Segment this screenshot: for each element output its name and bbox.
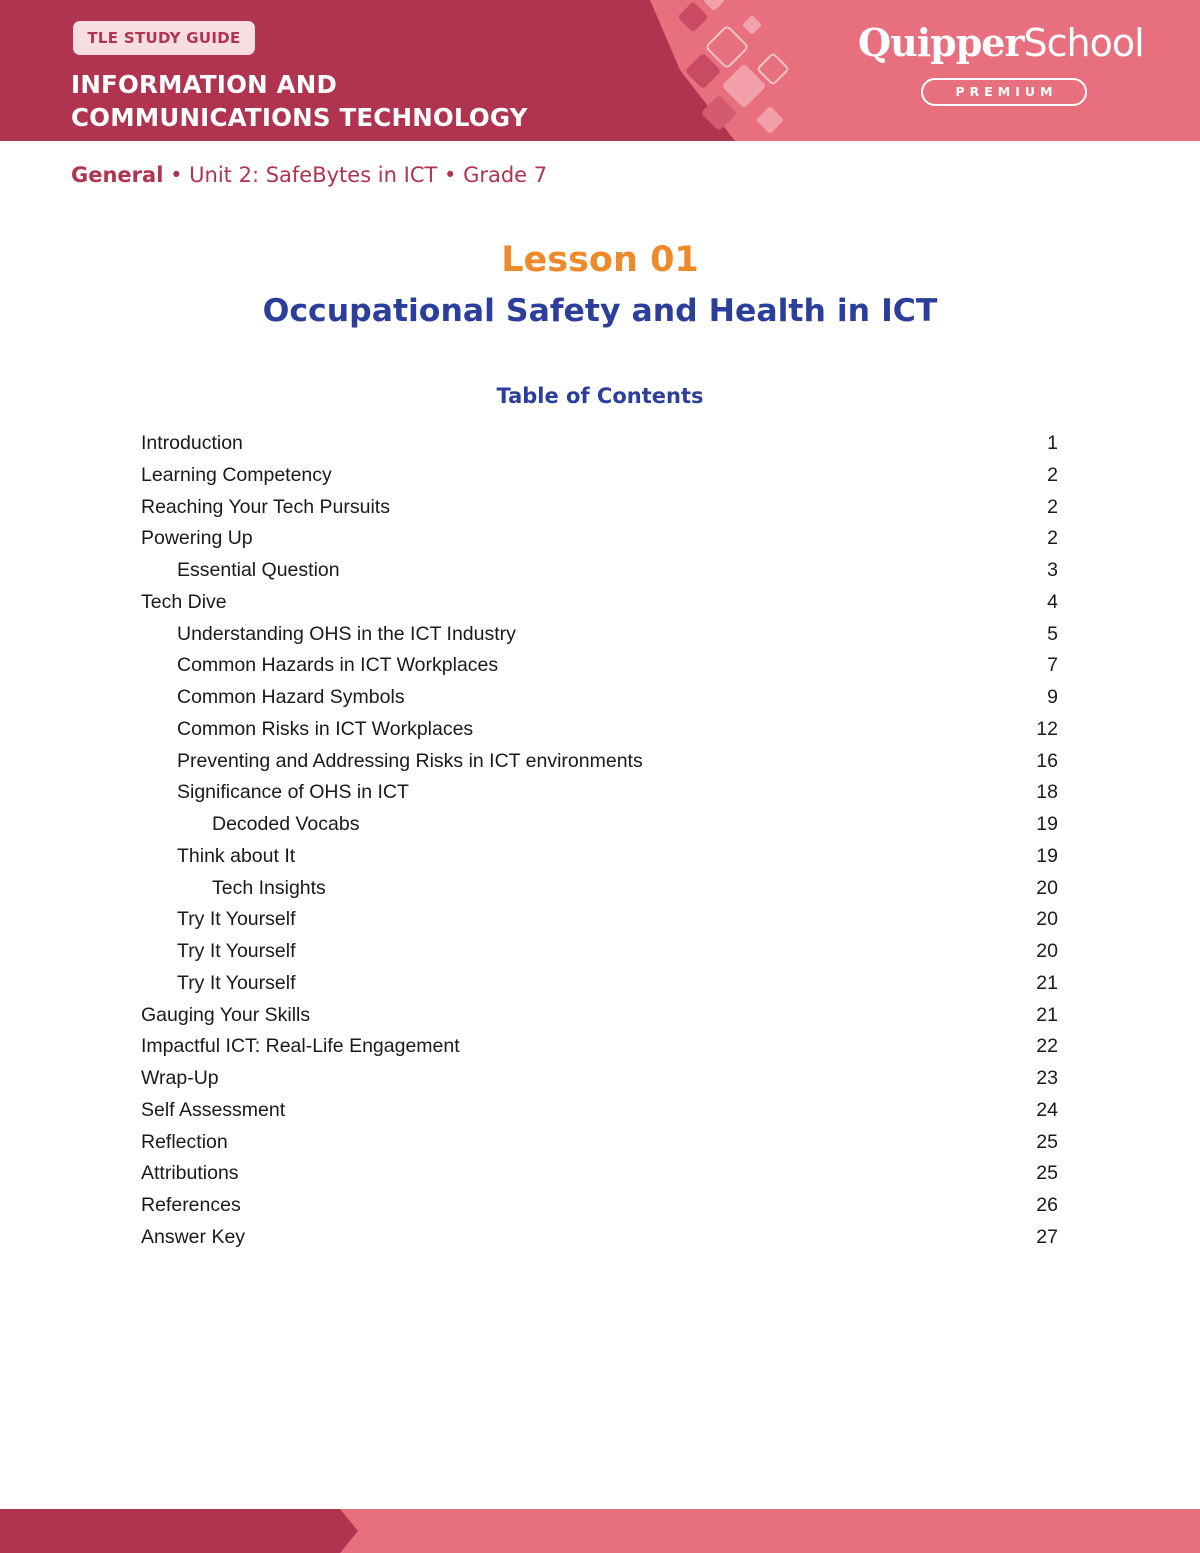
toc-entry[interactable] <box>141 999 1058 1031</box>
toc-entry[interactable] <box>141 554 1058 586</box>
toc-entry-title[interactable]: Powering Up <box>141 527 253 550</box>
toc-entry-title[interactable]: References <box>141 1194 241 1216</box>
lesson-number: Lesson 01 <box>501 240 699 280</box>
toc-entry-title[interactable]: Wrap-Up <box>141 1067 219 1089</box>
toc-entry-page[interactable]: 4 <box>1047 590 1058 613</box>
toc-entry-page[interactable]: 20 <box>1036 876 1058 899</box>
toc-entry-title[interactable]: Common Hazard Symbols <box>177 686 405 708</box>
toc-entry[interactable] <box>141 522 1058 554</box>
toc-entry-title[interactable]: Attributions <box>141 1162 239 1185</box>
header-banner <box>0 0 1200 141</box>
toc-entry[interactable] <box>141 872 1058 904</box>
breadcrumb <box>71 160 547 190</box>
toc-entry-page[interactable]: 3 <box>1047 559 1058 581</box>
toc-entry[interactable] <box>141 840 1058 872</box>
toc-entry-page[interactable]: 19 <box>1036 844 1058 867</box>
toc-entry[interactable] <box>141 967 1058 999</box>
toc-entry-page[interactable]: 25 <box>1036 1130 1058 1153</box>
toc-entry-title[interactable]: Gauging Your Skills <box>141 1003 311 1026</box>
toc-entry-title[interactable]: Tech Insights <box>212 876 326 899</box>
toc-entry-title[interactable]: Try It Yourself <box>177 940 296 962</box>
breadcrumb-unit: Unit 2: SafeBytes in ICT <box>189 163 438 187</box>
toc-entry-title[interactable]: Try It Yourself <box>177 971 296 994</box>
toc-entry-title[interactable]: Self Assessment <box>141 1098 286 1121</box>
breadcrumb-grade: Grade 7 <box>463 163 548 187</box>
toc-entry-page[interactable]: 24 <box>1036 1098 1058 1121</box>
toc-entry-title[interactable]: Reflection <box>141 1130 228 1153</box>
toc-entry-page[interactable]: 7 <box>1047 654 1058 677</box>
breadcrumb-separator: • <box>437 163 464 187</box>
toc-entry-title[interactable]: Decoded Vocabs <box>212 813 360 835</box>
toc-entry-title[interactable]: Essential Question <box>177 559 340 581</box>
toc-entry-page[interactable]: 12 <box>1036 717 1058 740</box>
toc-entry-page[interactable]: 23 <box>1036 1067 1058 1089</box>
toc-entry-title[interactable]: Reaching Your Tech Pursuits <box>141 495 390 518</box>
toc-entry[interactable] <box>141 681 1058 713</box>
toc-entry[interactable] <box>141 649 1058 681</box>
breadcrumb-level: General <box>71 163 164 187</box>
subject-title <box>71 68 528 134</box>
footer-banner <box>0 1509 1200 1553</box>
toc-entry-title[interactable]: Introduction <box>141 432 243 454</box>
brand-part2: School <box>1023 21 1144 65</box>
toc-entry-page[interactable]: 25 <box>1036 1162 1058 1185</box>
toc-entry[interactable] <box>141 491 1058 523</box>
toc-entry[interactable] <box>141 776 1058 808</box>
toc-entry-page[interactable]: 21 <box>1036 971 1058 994</box>
toc-entry-title[interactable]: Try It Yourself <box>177 908 296 931</box>
toc-entry-page[interactable]: 9 <box>1047 686 1058 708</box>
toc-entry[interactable] <box>141 903 1058 935</box>
toc-entry[interactable] <box>141 1094 1058 1126</box>
toc-entry[interactable] <box>141 427 1058 459</box>
toc-entry-page[interactable]: 2 <box>1047 527 1058 550</box>
toc-entry[interactable] <box>141 459 1058 491</box>
brand-logo <box>858 18 1158 68</box>
toc-entry[interactable] <box>141 1030 1058 1062</box>
toc-entry[interactable] <box>141 935 1058 967</box>
breadcrumb-separator: • <box>163 163 190 187</box>
toc-entry-title[interactable]: Answer Key <box>141 1225 246 1248</box>
toc-entry-title[interactable]: Common Risks in ICT Workplaces <box>177 717 474 740</box>
toc-entry-page[interactable]: 5 <box>1047 622 1058 645</box>
toc-entry-title[interactable]: Significance of OHS in ICT <box>177 781 409 804</box>
toc-entry-page[interactable]: 16 <box>1036 749 1058 772</box>
toc-entry[interactable] <box>141 1126 1058 1158</box>
toc-entry-page[interactable]: 26 <box>1036 1194 1058 1216</box>
toc-entry-page[interactable]: 20 <box>1036 940 1058 962</box>
toc-entry-page[interactable]: 2 <box>1047 463 1058 486</box>
toc-entry-page[interactable]: 18 <box>1036 781 1058 804</box>
toc-entry-page[interactable]: 19 <box>1036 813 1058 835</box>
toc-entry-title[interactable]: Think about It <box>177 844 296 867</box>
toc-entry-page[interactable]: 2 <box>1047 495 1058 518</box>
lesson-title: Occupational Safety and Health in ICT <box>262 293 938 329</box>
toc-entry[interactable] <box>141 713 1058 745</box>
toc-entry[interactable] <box>141 1157 1058 1189</box>
toc-entry[interactable] <box>141 586 1058 618</box>
toc-entry-page[interactable]: 27 <box>1036 1225 1058 1248</box>
toc-entry[interactable] <box>141 745 1058 777</box>
brand-part1: Quipper <box>858 20 1024 65</box>
toc-heading: Table of Contents <box>496 384 704 408</box>
toc-entry[interactable] <box>141 808 1058 840</box>
table-of-contents <box>141 427 1058 1253</box>
toc-entry-page[interactable]: 20 <box>1036 908 1058 931</box>
toc-entry-title[interactable]: Tech Dive <box>141 590 227 613</box>
study-guide-badge: TLE STUDY GUIDE <box>73 21 255 55</box>
subject-title-line2: COMMUNICATIONS TECHNOLOGY <box>71 103 528 132</box>
toc-entry-page[interactable]: 21 <box>1036 1003 1058 1026</box>
toc-entry-title[interactable]: Common Hazards in ICT Workplaces <box>177 654 499 677</box>
toc-entry[interactable] <box>141 1221 1058 1253</box>
toc-entry-page[interactable]: 22 <box>1036 1035 1058 1058</box>
toc-entry-title[interactable]: Impactful ICT: Real-Life Engagement <box>141 1035 460 1058</box>
toc-entry-title[interactable]: Understanding OHS in the ICT Industry <box>177 622 516 645</box>
subject-title-line1: INFORMATION AND <box>71 70 337 99</box>
toc-entry[interactable] <box>141 1189 1058 1221</box>
premium-badge: PREMIUM <box>921 78 1087 106</box>
toc-entry[interactable] <box>141 618 1058 650</box>
toc-entry-page[interactable]: 1 <box>1047 432 1058 454</box>
toc-entry-title[interactable]: Learning Competency <box>141 463 332 486</box>
toc-entry-title[interactable]: Preventing and Addressing Risks in ICT environments <box>177 749 643 772</box>
toc-entry[interactable] <box>141 1062 1058 1094</box>
